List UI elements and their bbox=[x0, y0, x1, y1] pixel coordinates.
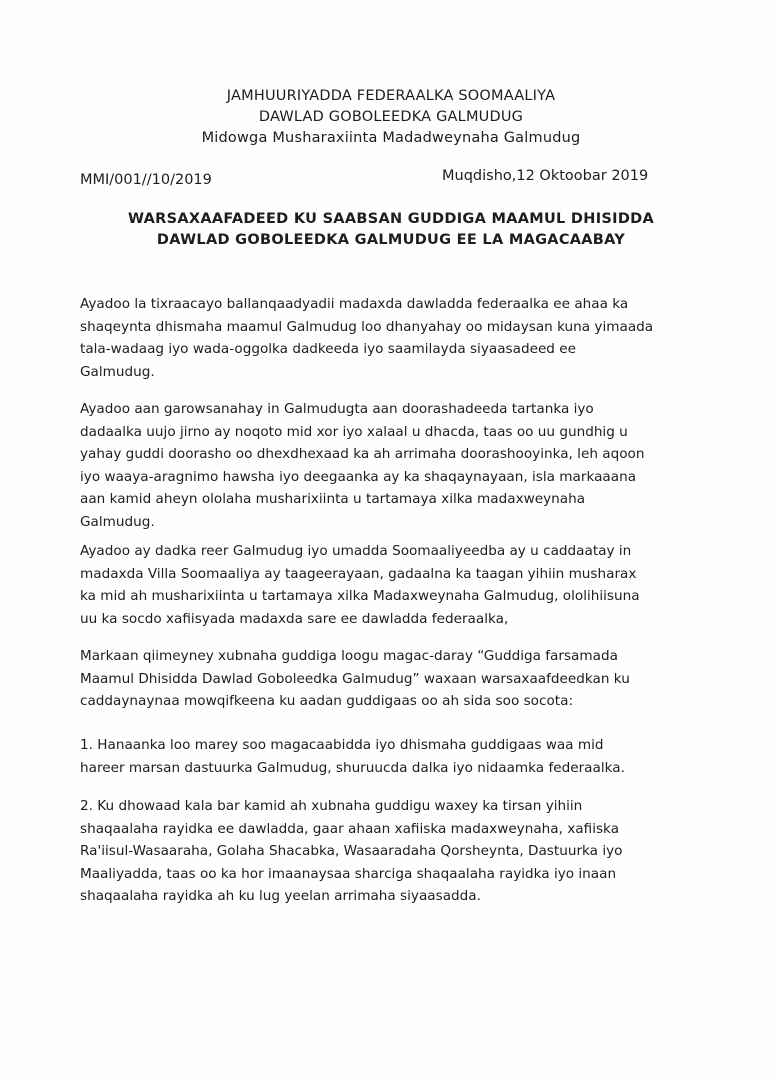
paragraph-line: Markaan qiimeyney xubnaha guddiga loogu magac-daray “Guddiga farsamada bbox=[80, 648, 618, 664]
document-title bbox=[0, 209, 782, 251]
paragraph-line: 2. Ku dhowaad kala bar kamid ah xubnaha guddigu waxey ka tirsan yihiin bbox=[80, 798, 583, 814]
numbered-point-2 bbox=[80, 795, 680, 908]
paragraph-4 bbox=[80, 645, 680, 713]
paragraph-line: shaqeynta dhismaha maamul Galmudug loo dhanyahay oo midaysan kuna yimaada bbox=[80, 318, 654, 335]
paragraph-line: Ayadoo la tixraacayo ballanqaadyadii madaxda dawladda federaalka ee ahaa ka bbox=[80, 296, 629, 312]
paragraph-line: iyo waaya-aragnimo hawsha iyo deegaanka ay ka shaqaynayaan, isla markaaana bbox=[80, 468, 637, 485]
paragraph-line: Ayadoo aan garowsanahay in Galmudugta aan doorashadeeda tartanka iyo bbox=[80, 401, 594, 417]
letterhead-country: JAMHUURIYADDA FEDERAALKA SOOMAALIYA bbox=[226, 88, 556, 104]
paragraph-line: Galmudug. bbox=[80, 363, 155, 380]
paragraph-line: ka mid ah musharixiinta u tartamaya xilka Madaxweynaha Galmudug, ololihiisuna bbox=[80, 588, 640, 605]
paragraph-line: shaqaalaha rayidka ee dawladda, gaar ahaan xafiiska madaxweynaha, xafiiska bbox=[80, 820, 620, 837]
title-line-1: WARSAXAAFADEED KU SAABSAN GUDDIGA MAAMUL DHISIDDA bbox=[127, 211, 655, 227]
paragraph-line: tala-wadaag iyo wada-oggolka dadkeeda iyo saamilayda siyaasadeed ee bbox=[80, 341, 576, 358]
numbered-point-1 bbox=[80, 734, 680, 779]
paragraph-line: yahay guddi doorasho oo dhexdhexaad ka ah arrimaha doorashooyinka, leh aqoon bbox=[80, 446, 645, 463]
paragraph-line: Ra'iisul-Wasaaraha, Golaha Shacabka, Wasaaradaha Qorsheynta, Dastuurka iyo bbox=[80, 843, 623, 860]
paragraph-line: aan kamid aheyn ololaha musharixiinta u tartamaya xilka madaxweynaha bbox=[80, 491, 586, 508]
paragraph-line: hareer marsan dastuurka Galmudug, shuruucda dalka iyo nidaamka federaalka. bbox=[80, 759, 625, 776]
paragraph-line: Maaliyadda, taas oo ka hor imaanaysaa sharciga shaqaalaha rayidka iyo inaan bbox=[80, 865, 617, 882]
reference-number: MMI/001//10/2019 bbox=[80, 172, 212, 188]
paragraph-2 bbox=[80, 398, 680, 534]
letterhead bbox=[0, 86, 782, 149]
paragraph-line: Galmudug. bbox=[80, 513, 155, 530]
title-line-2: DAWLAD GOBOLEEDKA GALMUDUG EE LA MAGACAABAY bbox=[156, 232, 626, 248]
paragraph-line: Maamul Dhisidda Dawlad Goboleedka Galmudug” waxaan warsaxaafdeedkan ku bbox=[80, 670, 630, 687]
paragraph-line: 1. Hanaanka loo marey soo magacaabidda iyo dhismaha guddigaas waa mid bbox=[80, 737, 604, 753]
paragraph-line: shaqaalaha rayidka ah ku lug yeelan arrimaha siyaasadda. bbox=[80, 888, 481, 905]
paragraph-3 bbox=[80, 540, 680, 630]
paragraph-1 bbox=[80, 293, 680, 383]
letterhead-state: DAWLAD GOBOLEEDKA GALMUDUG bbox=[258, 109, 524, 125]
place-date: Muqdisho,12 Oktoobar 2019 bbox=[442, 168, 649, 184]
paragraph-line: madaxda Villa Soomaaliya ay taageerayaan, gadaalna ka taagan yihiin musharax bbox=[80, 565, 637, 582]
paragraph-line: caddaynaynaa mowqifkeena ku aadan guddigaas oo ah sida soo socota: bbox=[80, 693, 574, 710]
letterhead-organization: Midowga Musharaxiinta Madadweynaha Galmudug bbox=[201, 130, 581, 146]
paragraph-line: Ayadoo ay dadka reer Galmudug iyo umadda Soomaaliyeedba ay u caddaatay in bbox=[80, 543, 632, 559]
paragraph-line: uu ka socdo xafiisyada madaxda sare ee dawladda federaalka, bbox=[80, 610, 509, 627]
paragraph-line: dadaalka uujo jirno ay noqoto mid xor iyo xalaal u dhacda, taas oo uu gundhig u bbox=[80, 423, 628, 440]
